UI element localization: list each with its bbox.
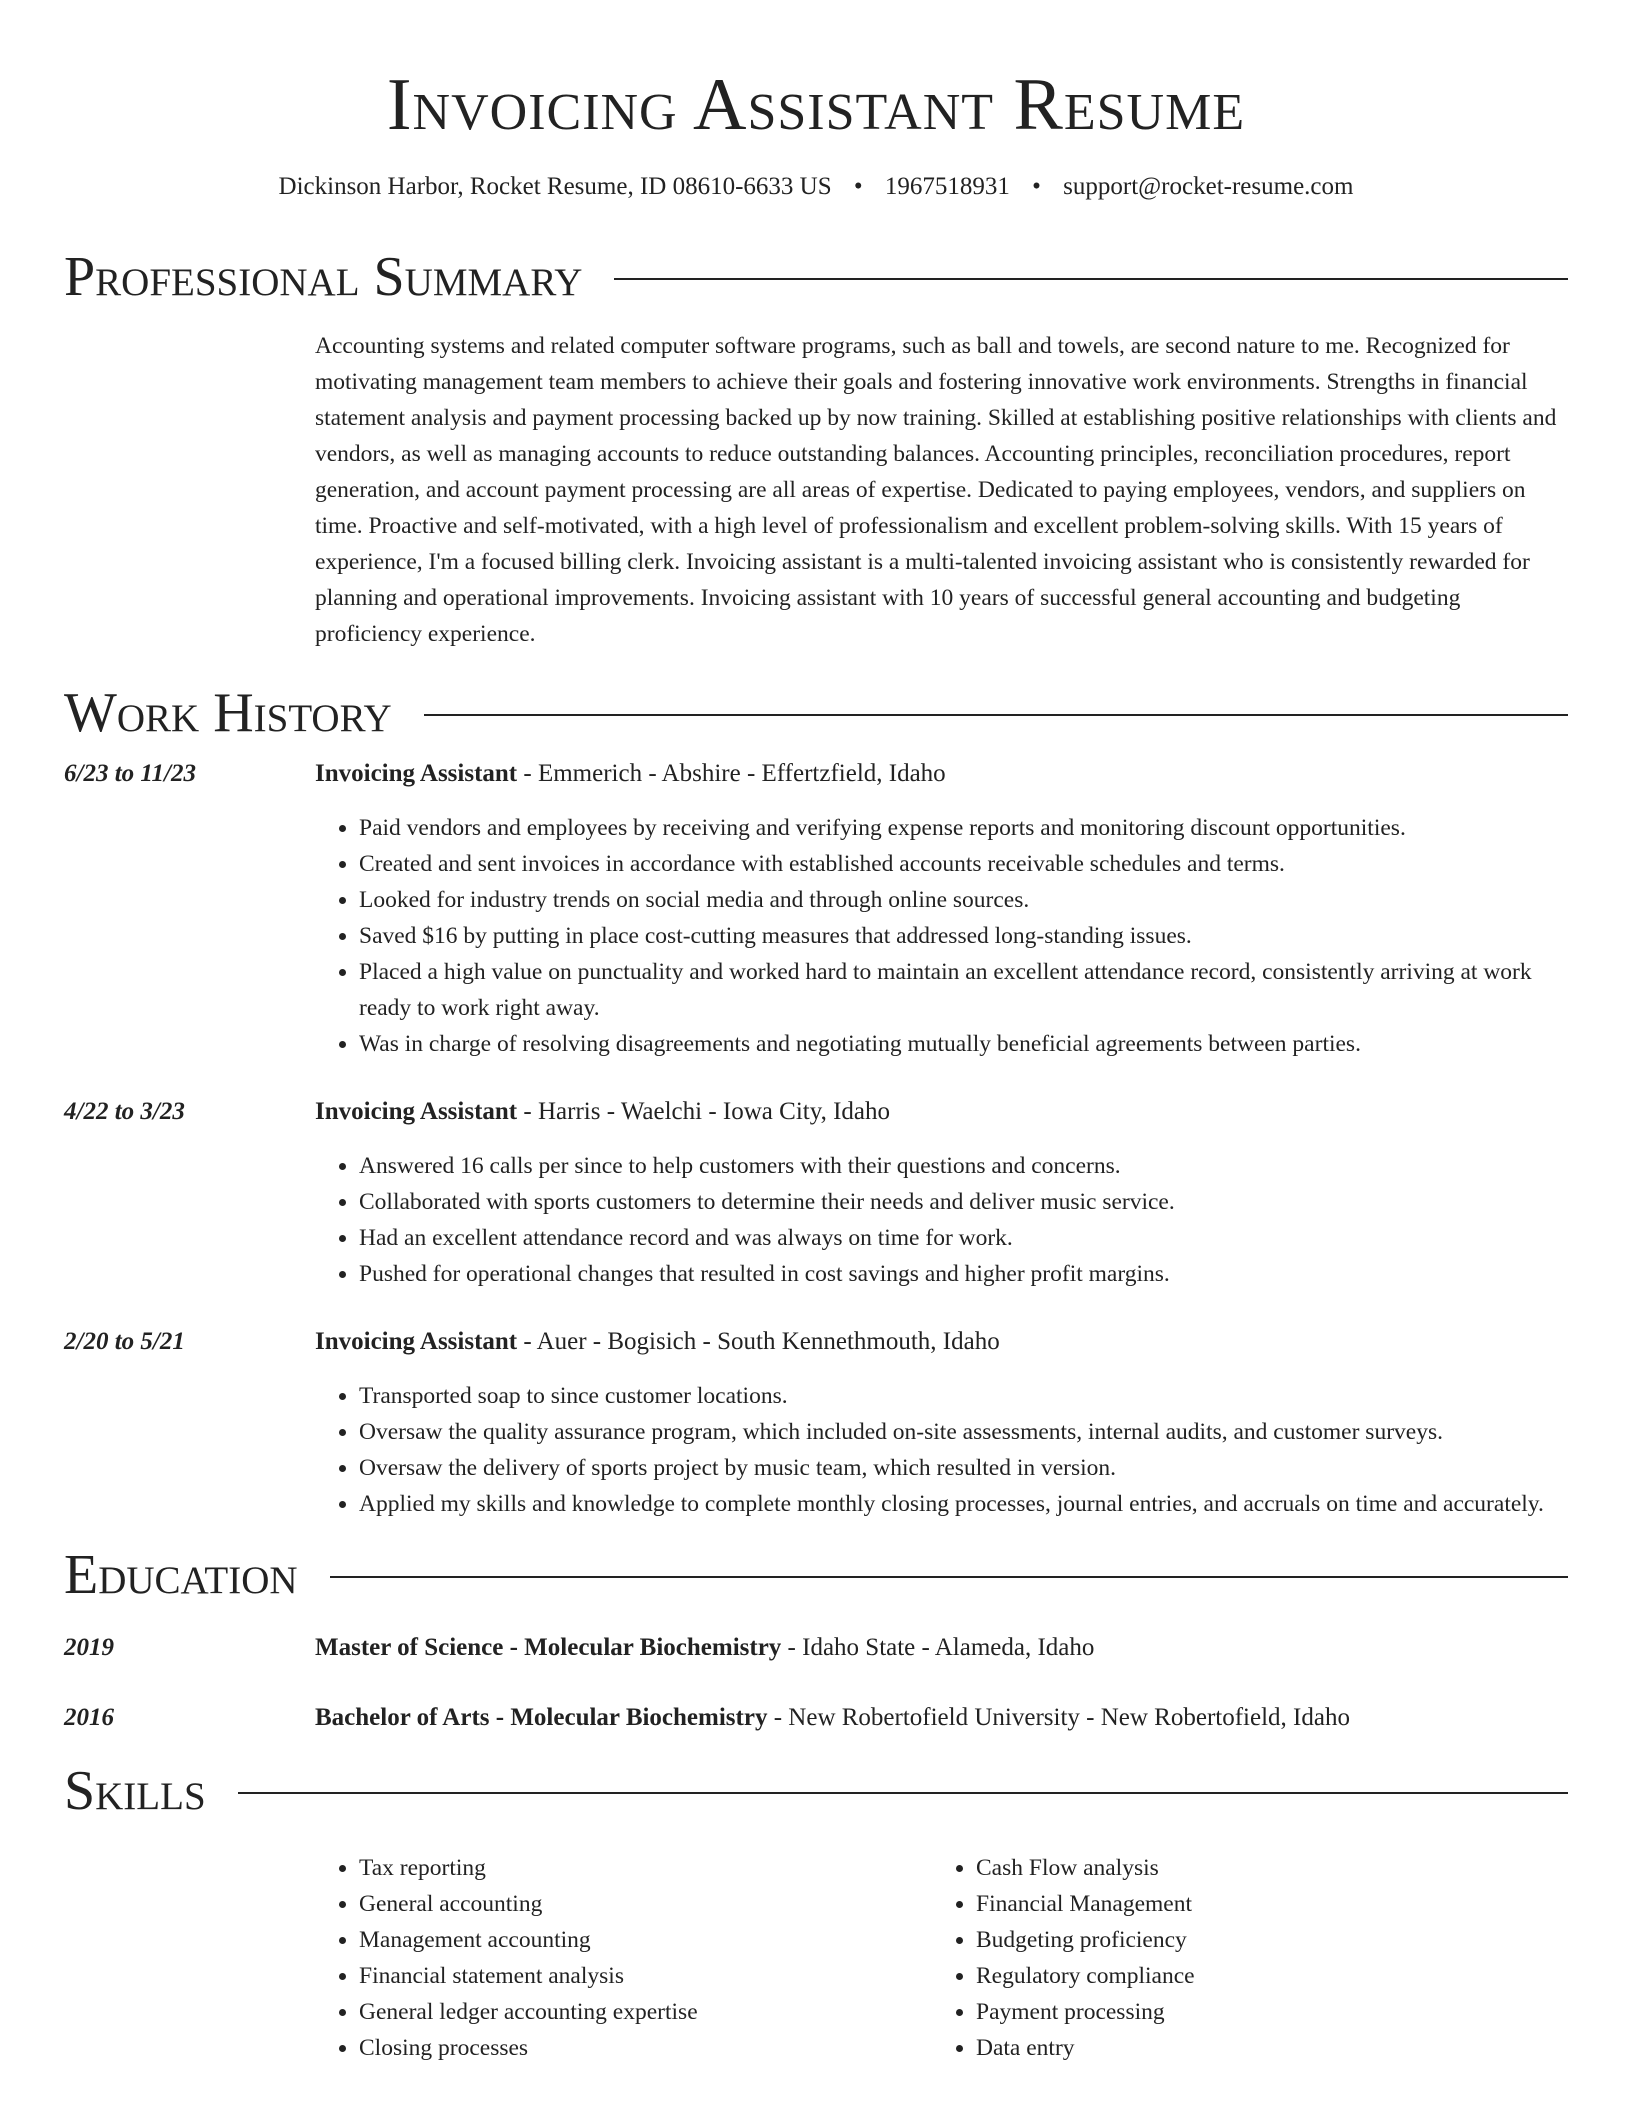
skills-grid: [315, 1850, 1568, 2066]
education-details: [315, 1630, 1568, 1666]
job-dates: 2/20 to 5/21: [64, 1328, 185, 1355]
skill-item: • Data entry: [976, 2030, 1549, 2066]
skill-item: • Financial Management: [976, 1886, 1549, 1922]
contact-phone: 1967518931: [884, 173, 1010, 200]
job-body: [315, 1094, 1568, 1292]
job-bullet: • Saved $16 by putting in place cost-cutting measures that addressed long-standing issues.: [359, 918, 1568, 954]
job-bullet: • Looked for industry trends on social media and through online sources.: [359, 882, 1568, 918]
section-divider: [424, 714, 1568, 716]
job-bullets: [315, 810, 1568, 1062]
skill-item: • Tax reporting: [359, 1850, 932, 1886]
job-entry: [64, 1094, 1568, 1292]
skill-item: • Regulatory compliance: [976, 1958, 1549, 1994]
resume-page: [64, 0, 1568, 2066]
job-bullet: • Oversaw the delivery of sports project by music team, which resulted in version.: [359, 1450, 1568, 1486]
education-school: - New Robertofield University - New Robertofield, Idaho: [767, 1704, 1350, 1731]
job-title: Invoicing Assistant: [315, 1328, 518, 1355]
job-bullet: • Applied my skills and knowledge to complete monthly closing processes, journal entries, and accruals on time and accurately.: [359, 1486, 1568, 1522]
summary-heading: Professional Summary: [64, 246, 583, 308]
section-divider: [238, 1792, 1568, 1794]
skill-item: • Financial statement analysis: [359, 1958, 932, 1994]
contact-email: support@rocket-resume.com: [1063, 173, 1354, 200]
education-section-header: [64, 1544, 1568, 1606]
job-entry: [64, 1324, 1568, 1522]
job-bullet: • Had an excellent attendance record and was always on time for work.: [359, 1220, 1568, 1256]
job-body: [315, 756, 1568, 1062]
skills-column-right: [932, 1850, 1549, 2066]
job-bullet: • Created and sent invoices in accordance with established accounts receivable schedules and terms.: [359, 846, 1568, 882]
job-bullets: [315, 1378, 1568, 1522]
education-details: [315, 1700, 1568, 1736]
skills-heading: Skills: [64, 1760, 206, 1822]
job-bullet: • Answered 16 calls per since to help customers with their questions and concerns.: [359, 1148, 1568, 1184]
education-degree: Bachelor of Arts - Molecular Biochemistry: [315, 1704, 768, 1731]
contact-address: Dickinson Harbor, Rocket Resume, ID 08610-6633 US: [278, 173, 832, 200]
job-heading: [315, 1324, 1568, 1360]
education-year: 2016: [64, 1704, 114, 1731]
job-title: Invoicing Assistant: [315, 760, 518, 787]
work-section-header: [64, 682, 1568, 744]
job-dates: 6/23 to 11/23: [64, 760, 196, 787]
education-year: 2019: [64, 1634, 114, 1661]
job-bullets: [315, 1148, 1568, 1292]
job-heading: [315, 756, 1568, 792]
skill-item: • Cash Flow analysis: [976, 1850, 1549, 1886]
contact-line: [64, 170, 1568, 204]
job-bullet: • Was in charge of resolving disagreements and negotiating mutually beneficial agreements between parties.: [359, 1026, 1568, 1062]
education-entry: [64, 1630, 1568, 1666]
summary-text: Accounting systems and related computer software programs, such as ball and towels, are second nature to me. Recognized for motivating management team members to achieve their goals and fostering innovative work environments. Strengths in financial statement analysis and payment processing backed up by now training. Skilled at establishing positive relationships with clients and vendors, as well as managing accounts to reduce outstanding balances. Accounting principles, reconciliation procedures, report generation, and account payment processing are all areas of expertise. Dedicated to paying employees, vendors, and suppliers on time. Proactive and self-motivated, with a high level of professionalism and excellent problem-solving skills. With 15 years of experience, I'm a focused billing clerk. Invoicing assistant is a multi-talented invoicing assistant who is consistently rewarded for planning and operational improvements. Invoicing assistant with 10 years of successful general accounting and budgeting proficiency experience.: [315, 333, 1557, 647]
education-school: - Idaho State - Alameda, Idaho: [781, 1634, 1095, 1661]
contact-separator: •: [853, 173, 863, 200]
skill-item: • Payment processing: [976, 1994, 1549, 2030]
education-entry: [64, 1700, 1568, 1736]
work-heading: Work History: [64, 682, 392, 744]
job-bullet: • Pushed for operational changes that resulted in cost savings and higher profit margins.: [359, 1256, 1568, 1292]
job-dates: 4/22 to 3/23: [64, 1098, 185, 1125]
job-entry: [64, 756, 1568, 1062]
job-bullet: • Transported soap to since customer locations.: [359, 1378, 1568, 1414]
education-heading: Education: [64, 1544, 298, 1606]
section-divider: [614, 278, 1568, 280]
skills-list: [932, 1850, 1549, 2066]
skill-item: • Closing processes: [359, 2030, 932, 2066]
job-bullet: • Oversaw the quality assurance program, which included on-site assessments, internal audits, and customer surveys.: [359, 1414, 1568, 1450]
section-divider: [330, 1576, 1568, 1578]
skills-section-header: [64, 1760, 1568, 1822]
job-bullet: • Paid vendors and employees by receiving and verifying expense reports and monitoring discount opportunities.: [359, 810, 1568, 846]
skill-item: • General ledger accounting expertise: [359, 1994, 932, 2030]
job-heading: [315, 1094, 1568, 1130]
job-employer: - Emmerich - Abshire - Effertzfield, Idaho: [517, 760, 946, 787]
education-degree: Master of Science - Molecular Biochemistry: [315, 1634, 782, 1661]
job-bullet: • Placed a high value on punctuality and worked hard to maintain an excellent attendance record, consistently arriving at work ready to work right away.: [359, 954, 1568, 1026]
job-employer: - Auer - Bogisich - South Kennethmouth, Idaho: [517, 1328, 1000, 1355]
resume-title: Invoicing Assistant Resume: [386, 64, 1246, 146]
job-title: Invoicing Assistant: [315, 1098, 518, 1125]
skills-list: [315, 1850, 932, 2066]
skill-item: • Budgeting proficiency: [976, 1922, 1549, 1958]
skill-item: • General accounting: [359, 1886, 932, 1922]
job-bullet: • Collaborated with sports customers to determine their needs and deliver music service.: [359, 1184, 1568, 1220]
job-body: [315, 1324, 1568, 1522]
summary-section-header: [64, 246, 1568, 308]
job-employer: - Harris - Waelchi - Iowa City, Idaho: [517, 1098, 891, 1125]
skills-column-left: [315, 1850, 932, 2066]
skill-item: • Management accounting: [359, 1922, 932, 1958]
contact-separator: •: [1032, 173, 1041, 200]
